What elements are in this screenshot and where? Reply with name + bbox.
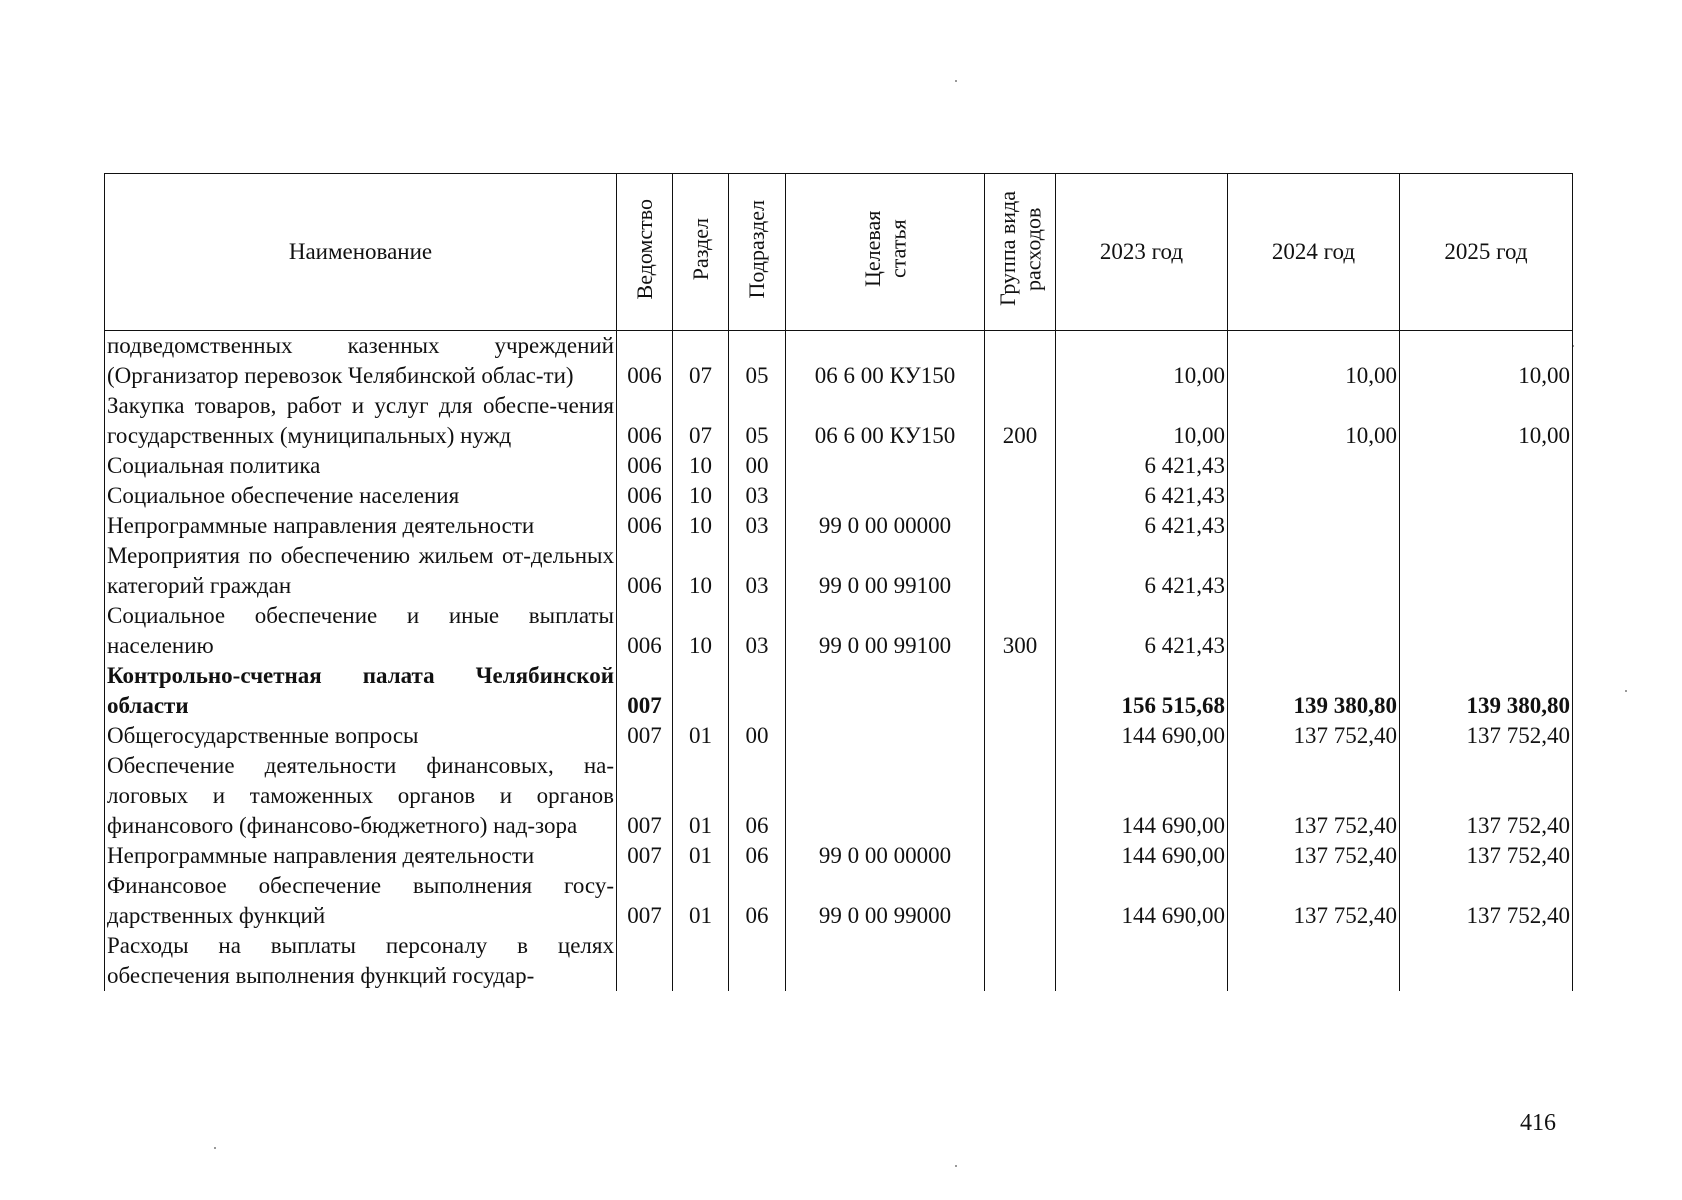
table-row bbox=[105, 721, 1573, 751]
table-row bbox=[105, 931, 1573, 991]
header-expense-group: Группа вида расходов bbox=[985, 174, 1056, 331]
header-2023: 2023 год bbox=[1056, 174, 1228, 331]
header-2025: 2025 год bbox=[1400, 174, 1573, 331]
cell-department: 006 bbox=[617, 601, 673, 661]
cell-subsection: 05 bbox=[729, 331, 786, 392]
cell-name: Непрограммные направления деятельности bbox=[105, 511, 617, 541]
table-header bbox=[105, 174, 1573, 331]
cell-section: 07 bbox=[673, 331, 729, 392]
cell-expense-group bbox=[985, 931, 1056, 991]
cell-department: 006 bbox=[617, 511, 673, 541]
header-target-item: Целевая статья bbox=[786, 174, 985, 331]
cell-section bbox=[673, 661, 729, 721]
table-row bbox=[105, 751, 1573, 841]
cell-2025 bbox=[1400, 451, 1573, 481]
table-row bbox=[105, 871, 1573, 931]
cell-2025: 139 380,80 bbox=[1400, 661, 1573, 721]
cell-name: Мероприятия по обеспечению жильем от-дельных категорий граждан bbox=[105, 541, 617, 601]
table-row bbox=[105, 331, 1573, 392]
cell-department: 007 bbox=[617, 721, 673, 751]
cell-2025 bbox=[1400, 511, 1573, 541]
cell-subsection: 06 bbox=[729, 841, 786, 871]
cell-expense-group bbox=[985, 661, 1056, 721]
cell-2023: 144 690,00 bbox=[1056, 721, 1228, 751]
cell-department bbox=[617, 931, 673, 991]
cell-section: 10 bbox=[673, 601, 729, 661]
cell-target-item: 99 0 00 00000 bbox=[786, 511, 985, 541]
cell-2025: 137 752,40 bbox=[1400, 841, 1573, 871]
cell-2023: 10,00 bbox=[1056, 391, 1228, 451]
cell-section: 01 bbox=[673, 751, 729, 841]
cell-target-item: 06 6 00 КУ150 bbox=[786, 391, 985, 451]
cell-target-item: 99 0 00 99100 bbox=[786, 541, 985, 601]
cell-expense-group bbox=[985, 481, 1056, 511]
cell-2024: 137 752,40 bbox=[1228, 721, 1400, 751]
cell-subsection: 05 bbox=[729, 391, 786, 451]
cell-2024 bbox=[1228, 601, 1400, 661]
cell-2024 bbox=[1228, 451, 1400, 481]
cell-department: 006 bbox=[617, 451, 673, 481]
cell-target-item: 99 0 00 99000 bbox=[786, 871, 985, 931]
cell-name: Закупка товаров, работ и услуг для обеспе-чения государственных (муниципальных) нужд bbox=[105, 391, 617, 451]
cell-2023 bbox=[1056, 931, 1228, 991]
cell-target-item bbox=[786, 661, 985, 721]
cell-2023: 144 690,00 bbox=[1056, 871, 1228, 931]
cell-subsection: 06 bbox=[729, 871, 786, 931]
cell-subsection: 03 bbox=[729, 481, 786, 511]
cell-name: подведомственных казенных учреждений (Организатор перевозок Челябинской облас-ти) bbox=[105, 331, 617, 392]
cell-2023: 144 690,00 bbox=[1056, 841, 1228, 871]
cell-subsection: 00 bbox=[729, 451, 786, 481]
cell-2025 bbox=[1400, 931, 1573, 991]
cell-department: 007 bbox=[617, 661, 673, 721]
cell-department: 007 bbox=[617, 871, 673, 931]
cell-expense-group: 300 bbox=[985, 601, 1056, 661]
cell-2024 bbox=[1228, 481, 1400, 511]
table-row bbox=[105, 841, 1573, 871]
cell-name: Контрольно-счетная палата Челябинской области bbox=[105, 661, 617, 721]
cell-target-item: 06 6 00 КУ150 bbox=[786, 331, 985, 392]
header-name: Наименование bbox=[105, 174, 617, 331]
cell-expense-group bbox=[985, 751, 1056, 841]
cell-section: 10 bbox=[673, 541, 729, 601]
cell-expense-group bbox=[985, 511, 1056, 541]
cell-section: 01 bbox=[673, 721, 729, 751]
cell-expense-group: 200 bbox=[985, 391, 1056, 451]
cell-name: Социальное обеспечение населения bbox=[105, 481, 617, 511]
table-row bbox=[105, 661, 1573, 721]
cell-2023: 6 421,43 bbox=[1056, 541, 1228, 601]
cell-section: 01 bbox=[673, 871, 729, 931]
cell-section: 10 bbox=[673, 451, 729, 481]
cell-2025: 10,00 bbox=[1400, 391, 1573, 451]
cell-2024: 10,00 bbox=[1228, 331, 1400, 392]
cell-target-item bbox=[786, 751, 985, 841]
cell-target-item bbox=[786, 481, 985, 511]
table-row bbox=[105, 451, 1573, 481]
cell-2023: 6 421,43 bbox=[1056, 601, 1228, 661]
cell-2025 bbox=[1400, 541, 1573, 601]
cell-name: Финансовое обеспечение выполнения госу-дарственных функций bbox=[105, 871, 617, 931]
table-row bbox=[105, 391, 1573, 451]
cell-subsection: 06 bbox=[729, 751, 786, 841]
cell-2025 bbox=[1400, 481, 1573, 511]
cell-name: Расходы на выплаты персоналу в целях обеспечения выполнения функций государ- bbox=[105, 931, 617, 991]
cell-subsection: 03 bbox=[729, 511, 786, 541]
table-row bbox=[105, 541, 1573, 601]
cell-2025 bbox=[1400, 601, 1573, 661]
cell-section: 10 bbox=[673, 481, 729, 511]
cell-2024: 137 752,40 bbox=[1228, 841, 1400, 871]
cell-2023: 144 690,00 bbox=[1056, 751, 1228, 841]
cell-subsection: 00 bbox=[729, 721, 786, 751]
table-row bbox=[105, 511, 1573, 541]
cell-expense-group bbox=[985, 871, 1056, 931]
cell-2024: 139 380,80 bbox=[1228, 661, 1400, 721]
cell-target-item: 99 0 00 00000 bbox=[786, 841, 985, 871]
page-number: 416 bbox=[1520, 1110, 1556, 1136]
header-2024: 2024 год bbox=[1228, 174, 1400, 331]
cell-2025: 137 752,40 bbox=[1400, 721, 1573, 751]
cell-expense-group bbox=[985, 841, 1056, 871]
cell-expense-group bbox=[985, 541, 1056, 601]
cell-name: Социальная политика bbox=[105, 451, 617, 481]
cell-expense-group bbox=[985, 331, 1056, 392]
header-department: Ведомство bbox=[617, 174, 673, 331]
cell-2024 bbox=[1228, 931, 1400, 991]
cell-expense-group bbox=[985, 721, 1056, 751]
cell-2023: 156 515,68 bbox=[1056, 661, 1228, 721]
cell-department: 006 bbox=[617, 541, 673, 601]
cell-2024: 10,00 bbox=[1228, 391, 1400, 451]
cell-target-item: 99 0 00 99100 bbox=[786, 601, 985, 661]
cell-subsection bbox=[729, 931, 786, 991]
cell-2025: 137 752,40 bbox=[1400, 751, 1573, 841]
cell-department: 007 bbox=[617, 751, 673, 841]
cell-section: 07 bbox=[673, 391, 729, 451]
budget-table bbox=[104, 173, 1573, 991]
cell-department: 006 bbox=[617, 391, 673, 451]
cell-section: 01 bbox=[673, 841, 729, 871]
cell-2023: 6 421,43 bbox=[1056, 511, 1228, 541]
cell-name: Социальное обеспечение и иные выплаты населению bbox=[105, 601, 617, 661]
cell-2024: 137 752,40 bbox=[1228, 751, 1400, 841]
cell-2023: 10,00 bbox=[1056, 331, 1228, 392]
cell-target-item bbox=[786, 931, 985, 991]
header-section: Раздел bbox=[673, 174, 729, 331]
header-subsection: Подраздел bbox=[729, 174, 786, 331]
cell-subsection: 03 bbox=[729, 541, 786, 601]
cell-expense-group bbox=[985, 451, 1056, 481]
cell-target-item bbox=[786, 451, 985, 481]
cell-department: 006 bbox=[617, 481, 673, 511]
cell-2024: 137 752,40 bbox=[1228, 871, 1400, 931]
cell-name: Непрограммные направления деятельности bbox=[105, 841, 617, 871]
cell-name: Общегосударственные вопросы bbox=[105, 721, 617, 751]
cell-subsection bbox=[729, 661, 786, 721]
table-body bbox=[105, 331, 1573, 992]
cell-2023: 6 421,43 bbox=[1056, 451, 1228, 481]
cell-section bbox=[673, 931, 729, 991]
cell-section: 10 bbox=[673, 511, 729, 541]
cell-2024 bbox=[1228, 511, 1400, 541]
cell-subsection: 03 bbox=[729, 601, 786, 661]
table-row bbox=[105, 481, 1573, 511]
cell-department: 006 bbox=[617, 331, 673, 392]
cell-department: 007 bbox=[617, 841, 673, 871]
table-row bbox=[105, 601, 1573, 661]
cell-2025: 10,00 bbox=[1400, 331, 1573, 392]
cell-2024 bbox=[1228, 541, 1400, 601]
cell-name: Обеспечение деятельности финансовых, на-логовых и таможенных органов и органов финансового (финансово-бюджетного) над-зора bbox=[105, 751, 617, 841]
cell-2025: 137 752,40 bbox=[1400, 871, 1573, 931]
cell-2023: 6 421,43 bbox=[1056, 481, 1228, 511]
cell-target-item bbox=[786, 721, 985, 751]
